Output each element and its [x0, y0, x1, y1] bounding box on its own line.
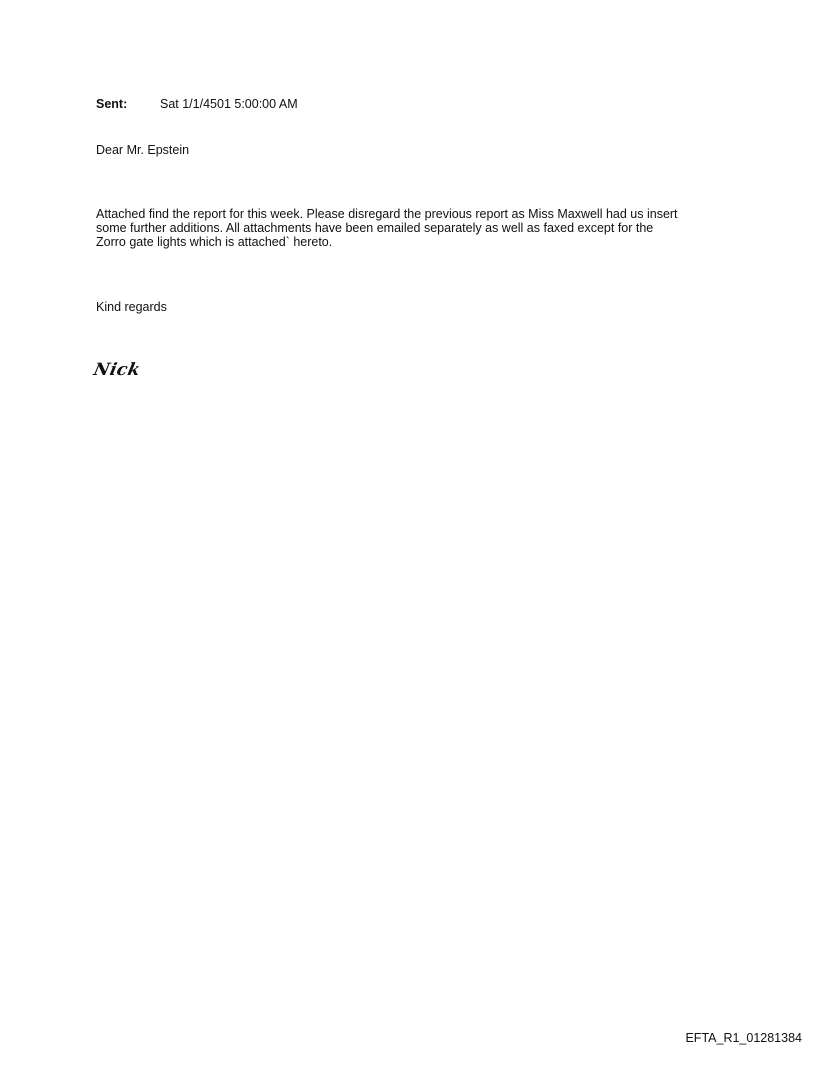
- sent-value: Sat 1/1/4501 5:00:00 AM: [160, 97, 298, 111]
- document-id: EFTA_R1_01281384: [685, 1031, 802, 1045]
- sent-header: [96, 97, 298, 111]
- greeting: Dear Mr. Epstein: [96, 143, 190, 157]
- closing: Kind regards: [96, 300, 167, 314]
- body-line: Attached find the report for this week. Please disregard the previous report as Miss Maxwell had us insert: [96, 207, 678, 221]
- body-line: Zorro gate lights which is attached` hereto.: [96, 235, 333, 249]
- sent-label: Sent:: [96, 97, 128, 111]
- body-line: some further additions. All attachments have been emailed separately as well as faxed except for the: [96, 221, 654, 235]
- signature: Nick: [91, 360, 143, 380]
- body-paragraph: [96, 207, 736, 249]
